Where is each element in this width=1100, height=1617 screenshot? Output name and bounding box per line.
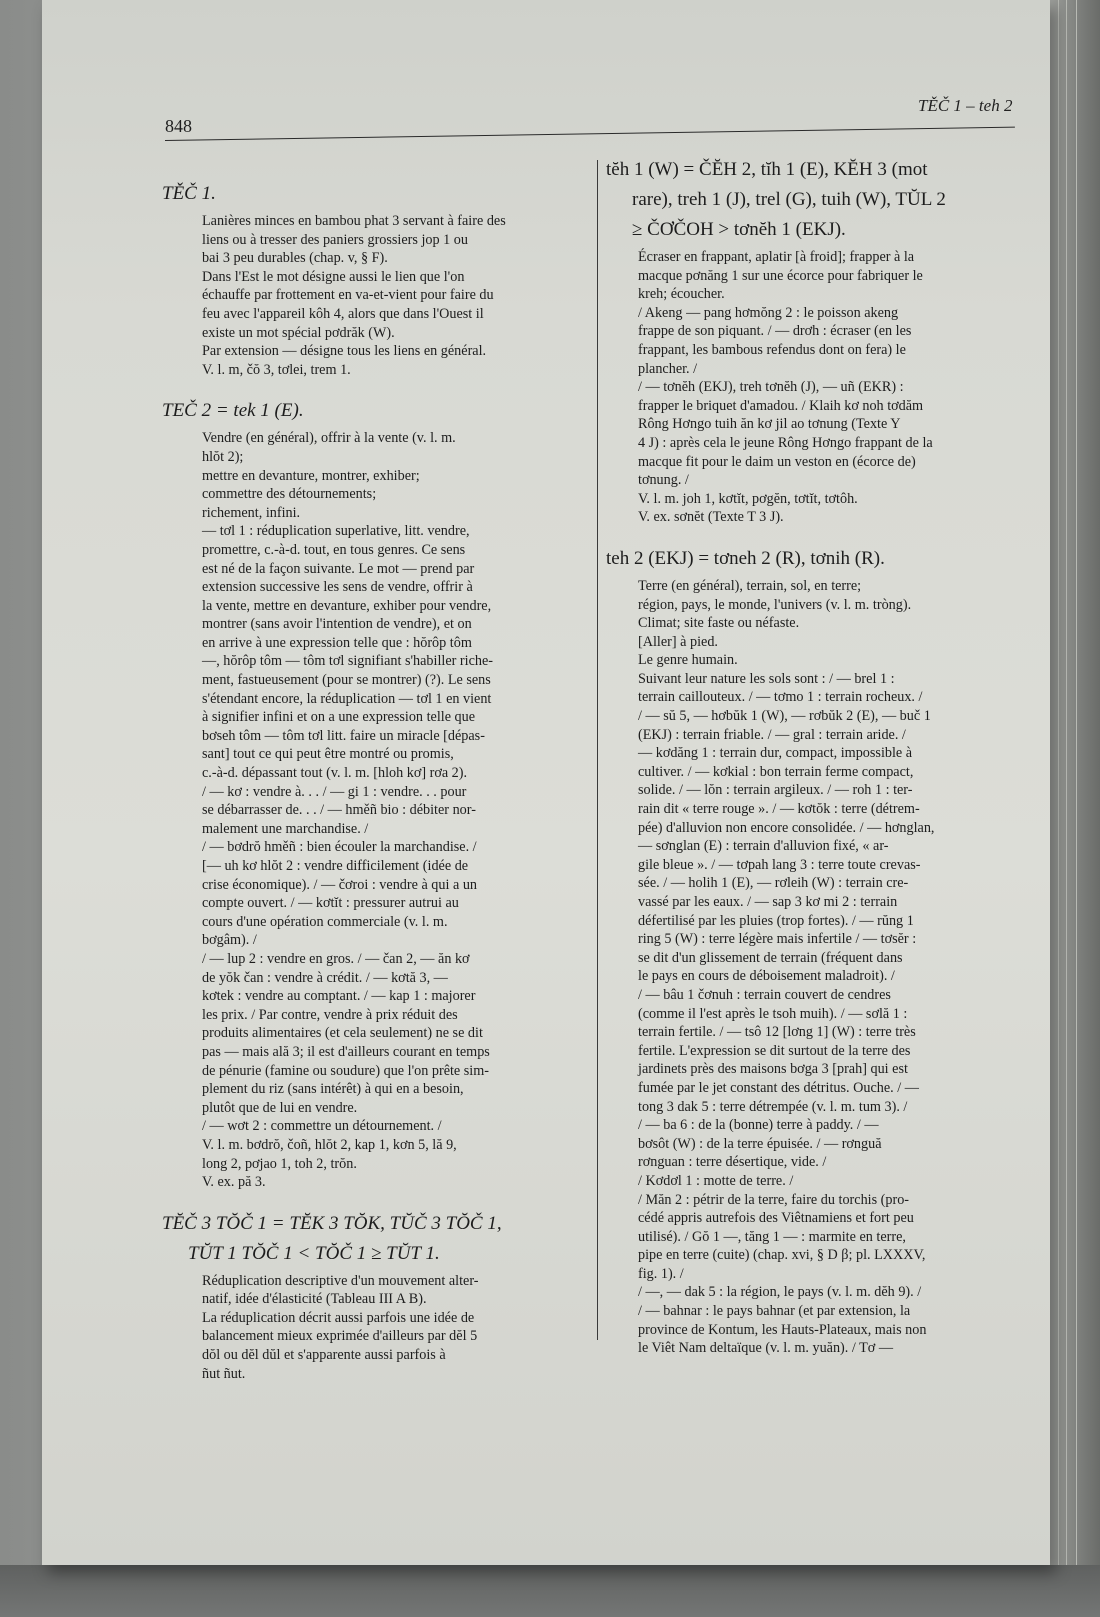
right-column	[606, 152, 1006, 1358]
entry-line: fig. 1). /	[638, 1265, 684, 1282]
entry-line: de yŏk čan : vendre à crédit. / — kơtă 3, —	[202, 969, 448, 986]
entry-line: ment, fastueusement (pour se montrer) (?). Le sens	[202, 672, 491, 689]
entry-body	[638, 248, 1006, 527]
entry-line: Climat; site faste ou néfaste.	[638, 615, 800, 632]
entry-line: le Viêt Nam deltaïque (v. l. m. yuăn). / Tơ —	[638, 1340, 894, 1357]
entry-headword: tĕh 1 (W) = ČĔH 2, tĭh 1 (E), KĔH 3 (mot	[606, 159, 928, 180]
entry-line: richement, infini.	[202, 504, 301, 521]
entry-line: / — bâu 1 čơnuh : terrain couvert de cendres	[638, 986, 891, 1003]
entry-line: Suivant leur nature les sols sont : / — brel 1 :	[638, 670, 895, 687]
entry-line: commettre des détournements;	[202, 486, 377, 503]
entry-line: la vente, mettre en devanture, exhiber pour vendre,	[202, 597, 492, 614]
entry-line: en arrive à une expression telle que : hŏrôp tôm	[202, 634, 472, 651]
entry-line: V. l. m, čŏ 3, tơlei, trem 1.	[202, 361, 351, 378]
entry-line: frappant, les bambous refendus dont on fera) le	[638, 341, 906, 358]
entry-line: bơgâm). /	[202, 932, 257, 949]
entry-body	[202, 1272, 582, 1384]
entry-line: est né de la façon suivante. Le mot — prend par	[202, 560, 475, 577]
entry-line: plancher. /	[638, 360, 698, 377]
entry-headword: TĔČ 3 TŎČ 1 = TĔK 3 TŎK, TŬČ 3 TŎČ 1,	[162, 1212, 502, 1234]
running-head: TĚČ 1 – teh 2	[918, 96, 1013, 115]
entry-line: frapper le briquet d'amadou. / Klaih kơ noh tơdăm	[638, 397, 924, 414]
entry-line: montrer (sans avoir l'intention de vendre), et on	[202, 616, 472, 633]
entry-line: macque fit pour le daim un veston en (écorce de)	[638, 453, 916, 470]
entry-line: sant] tout ce qui peut être montré ou promis,	[202, 746, 454, 763]
entry-line: [— uh kơ hlŏt 2 : vendre difficilement (idée de	[202, 858, 469, 874]
entry-line: Terre (en général), terrain, sol, en terre;	[638, 577, 862, 594]
entry-headword: rare), treh 1 (J), trel (G), tuih (W), TŬL 2	[632, 189, 946, 210]
entry-headword: ≥ ČƠČOH > tơnĕh 1 (EKJ).	[632, 219, 846, 240]
entry-line: Lanières minces en bambou phat 3 servant à faire des	[202, 213, 506, 229]
entry-line: se débarrasser de. . . / — hměñ bio : débiter nor-	[202, 802, 476, 819]
entry-line: / — lup 2 : vendre en gros. / — čan 2, — ăn kơ	[202, 950, 470, 967]
entry-line: long 2, pơjao 1, toh 2, trŏn.	[202, 1155, 357, 1172]
entry-line: Dans l'Est le mot désigne aussi le lien que l'on	[202, 268, 465, 285]
entry-line: (comme il l'est après le tsoh muih). / — sơlă 1 :	[638, 1005, 908, 1022]
entry-line: bai 3 peu durables (chap. v, § F).	[202, 250, 388, 267]
entry-line: liens ou à tresser des paniers grossiers jop 1 ou	[202, 231, 468, 248]
entry-line: natif, idée d'élasticité (Tableau III A B).	[202, 1291, 427, 1308]
entry-line: rơnguan : terre désertique, vide. /	[638, 1154, 827, 1171]
entry-line: bơsôt (W) : de la terre épuisée. / — rơnguă	[638, 1135, 882, 1152]
entry-line: kreh; écoucher.	[638, 286, 725, 303]
entry-line: gile bleue ». / — tơpah lang 3 : terre toute crevas-	[638, 856, 921, 873]
entry-line: cultiver. / — kơkial : bon terrain ferme compact,	[638, 763, 914, 780]
entry-line: extension successive les sens de vendre, offrir à	[202, 579, 473, 596]
entry-line: Le genre humain.	[638, 652, 738, 669]
entry-line: cédé appris autrefois des Viêtnamiens et fort peu	[638, 1210, 914, 1227]
entry-line: ñut ñut.	[202, 1365, 246, 1382]
entry-line: région, pays, le monde, l'univers (v. l. m. tròng).	[638, 596, 912, 613]
entry-line: sée. / — holih 1 (E), — rơleih (W) : terrain cre-	[638, 875, 909, 892]
entry-line: [Aller] à pied.	[638, 633, 718, 650]
entry-headword: TĚČ 1.	[162, 183, 216, 204]
entry-line: le pays en cours de déboisement maladroit). /	[638, 968, 895, 985]
entry-line: / Kơdơl 1 : motte de terre. /	[638, 1172, 794, 1189]
entry-line: bơseh tôm — tôm tơl litt. faire un miracle [dépas-	[202, 727, 485, 744]
entry-line: La réduplication décrit aussi parfois une idée de	[202, 1309, 475, 1326]
entry-line: macque pơnăng 1 sur une écorce pour fabriquer le	[638, 267, 923, 284]
entry-headword: TEČ 2 = tek 1 (E).	[162, 400, 304, 422]
entry-line: kơtek : vendre au comptant. / — kap 1 : majorer	[202, 988, 476, 1005]
entry-line: / — ba 6 : de la (bonne) terre à paddy. / —	[638, 1117, 879, 1134]
entry-line: pipe en terre (cuite) (chap. xvi, § D β; pl. LXXXV,	[638, 1247, 926, 1264]
entry-body	[202, 429, 582, 1191]
entry-line: / — wơt 2 : commettre un détournement. /	[202, 1118, 442, 1135]
entry-line: s'étendant encore, la réduplication — tơl 1 en vient	[202, 690, 492, 707]
table-surface	[0, 1565, 1100, 1617]
entry-line: V. ex. sơnĕt (Texte T 3 J).	[638, 509, 784, 526]
entry-line: plement du riz (sans intérêt) à qui en a besoin,	[202, 1081, 464, 1098]
entry-line: ring 5 (W) : terre légère mais infertile / — tơsĕr :	[638, 931, 917, 948]
entry-line: vassé par les eaux. / — sap 3 kơ mi 2 : terrain	[638, 894, 898, 910]
entry-line: jardinets près des maisons bơga 3 [prah] qui est	[638, 1061, 908, 1078]
entry-line: province de Kontum, les Hauts-Plateaux, mais non	[638, 1321, 927, 1338]
entry-line: V. l. m. joh 1, kơtĭt, pơgĕn, tơtĭt, tơtôh.	[638, 490, 858, 507]
entry-line: Par extension — désigne tous les liens en général.	[202, 343, 487, 360]
entry-line: Écraser en frappant, aplatir [à froid]; frapper à la	[638, 249, 915, 265]
entry-line: cours d'une opération commerciale (v. l. m.	[202, 913, 448, 930]
entry-line: promettre, c.-à-d. tout, en tous genres. Ce sens	[202, 541, 466, 558]
entry-line: / — sŭ 5, — hơbŭk 1 (W), — rơbŭk 2 (E), — buč 1	[638, 708, 931, 725]
entry-line: 4 J) : après cela le jeune Rông Hơngo frappant de la	[638, 434, 933, 451]
entry-line: / — tơnĕh (EKJ), treh tơnĕh (J), — uñ (EKR) :	[638, 379, 904, 396]
left-column	[162, 176, 582, 1383]
entry-line: fumée par le jet constant des détritus. Ouche. / —	[638, 1079, 919, 1096]
entry-line: défertilisé par les pluies (trop fortes). / — rŭng 1	[638, 912, 914, 929]
entry-line: rain dit « terre rouge ». / — kơtŏk : terre (détrem-	[638, 801, 920, 818]
entry-line: terrain caillouteux. / — tơmo 1 : terrain rocheux. /	[638, 689, 923, 706]
entry-line: malement une marchandise. /	[202, 820, 369, 837]
entry-line: / — bahnar : le pays bahnar (et par extension, la	[638, 1303, 911, 1320]
entry-line: fertile. L'expression se dit surtout de la terre des	[638, 1042, 911, 1059]
entry-body	[202, 212, 582, 379]
entry-line: hlŏt 2);	[202, 448, 244, 465]
entry-line: Vendre (en général), offrir à la vente (v. l. m.	[202, 430, 456, 447]
entry-line: / — kơ : vendre à. . . / — gi 1 : vendre. . . pour	[202, 783, 467, 800]
entry-body	[638, 577, 1006, 1358]
entry-line: se dit d'un glissement de terrain (fréquent dans	[638, 949, 903, 966]
entry-line: / — bơdrŏ hměñ : bien écouler la marchandise. /	[202, 839, 477, 856]
entry-line: feu avec l'appareil kôh 4, alors que dans l'Ouest il	[202, 305, 484, 322]
column-divider	[597, 160, 598, 1340]
entry-line: mettre en devanture, montrer, exhiber;	[202, 467, 420, 484]
entry-line: V. l. m. bơdrŏ, čoñ, hlŏt 2, kap 1, kơn 5, lă 9,	[202, 1136, 457, 1153]
entry-line: frappe de son piquant. / — drơh : écraser (en les	[638, 323, 912, 340]
entry-line: pée) d'alluvion non encore consolidée. / — hơnglan,	[638, 819, 935, 836]
entry-line: plutôt que de lui en vendre.	[202, 1099, 358, 1116]
entry-line: compte ouvert. / — kơtĭt : pressurer autrui au	[202, 895, 459, 912]
entry-line: tong 3 dak 5 : terre détrempée (v. l. m. tum 3). /	[638, 1098, 908, 1115]
entry-headword: teh 2 (EKJ) = tơneh 2 (R), tơnih (R).	[606, 547, 885, 569]
entry-line: de pénurie (famine ou soudure) que l'on prête sim-	[202, 1062, 489, 1079]
page-stack-edge	[1050, 0, 1100, 1617]
entry-line: — sơnglan (E) : terrain d'alluvion fixé, « ar-	[638, 838, 889, 855]
entry-line: (EKJ) : terrain friable. / — gral : terrain aride. /	[638, 726, 906, 743]
entry-line: à signifier infini et on a une expression telle que	[202, 709, 476, 726]
entry-line: les prix. / Par contre, vendre à prix réduit des	[202, 1006, 458, 1023]
entry-line: crise économique). / — čơroi : vendre à qui a un	[202, 876, 478, 893]
entry-line: utilisé). / Gŏ 1 —, tăng 1 — : marmite en terre,	[638, 1228, 906, 1245]
page-number: 848	[165, 116, 192, 136]
entry-line: / —, — dak 5 : la région, le pays (v. l. m. dĕh 9). /	[638, 1284, 922, 1301]
entry-line: solide. / — lŏn : terrain argileux. / — roh 1 : ter-	[638, 782, 913, 799]
entry-line: dŏl ou dĕl dŭl et s'apparente aussi parfois à	[202, 1347, 446, 1364]
entry-headword: TŬT 1 TŎČ 1 < TŎČ 1 ≥ TŬT 1.	[188, 1242, 440, 1264]
entry-line: tơnung. /	[638, 472, 689, 489]
entry-line: Réduplication descriptive d'un mouvement alter-	[202, 1272, 479, 1289]
entry-line: terrain fertile. / — tsô 12 [lơng 1] (W) : terre très	[638, 1024, 916, 1041]
entry-line: produits alimentaires (et cela seulement) ne se dit	[202, 1025, 483, 1042]
entry-line: existe un mot spécial pơdrăk (W).	[202, 324, 395, 341]
entry-line: pas — mais ală 3; il est d'ailleurs courant en temps	[202, 1043, 490, 1060]
entry-line: —, hŏrôp tôm — tôm tơl signifiant s'habiller riche-	[202, 653, 494, 670]
entry-line: V. ex. pă 3.	[202, 1174, 266, 1191]
entry-line: Rông Hơngo tuih ăn kơ jil ao tơnung (Texte Y	[638, 416, 901, 433]
entry-line: balancement mieux exprimée d'ailleurs par dĕl 5	[202, 1328, 478, 1345]
entry-line: / Măn 2 : pétrir de la terre, faire du torchis (pro-	[638, 1191, 910, 1208]
entry-line: — kơdăng 1 : terrain dur, compact, impossible à	[638, 745, 913, 762]
entry-line: échauffe par frottement en va-et-vient pour faire du	[202, 287, 494, 304]
entry-line: / Akeng — pang hơmŏng 2 : le poisson akeng	[638, 304, 899, 321]
entry-line: — tơl 1 : réduplication superlative, litt. vendre,	[202, 523, 470, 540]
entry-line: c.-à-d. dépassant tout (v. l. m. [hloh kơ] rơa 2).	[202, 765, 468, 782]
